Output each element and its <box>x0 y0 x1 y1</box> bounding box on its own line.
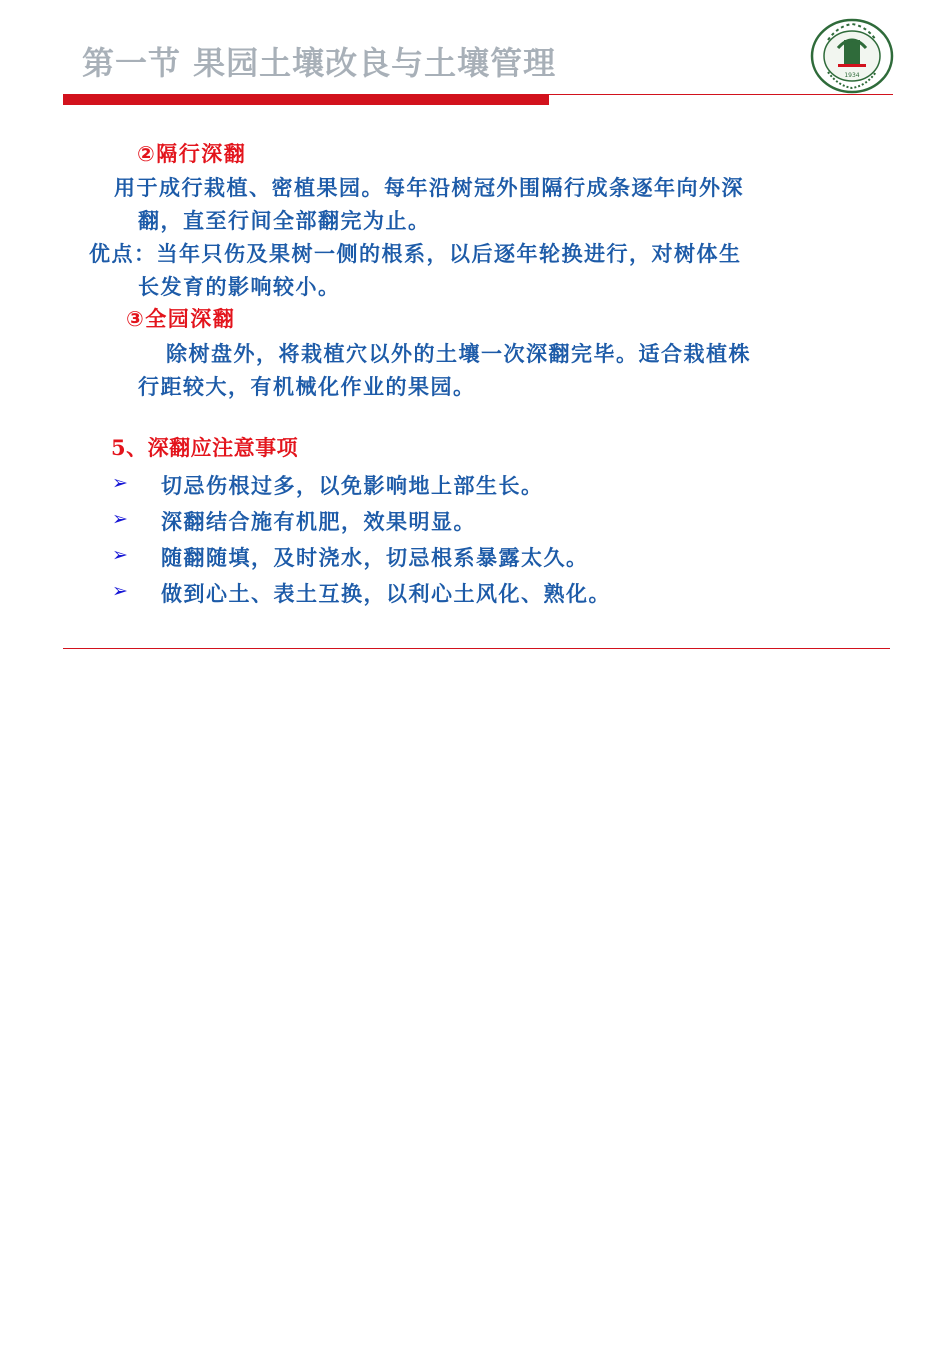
bullet-item: 做到心土、表土互换，以利心土风化、熟化。 <box>161 582 611 606</box>
section-2-line-1: 用于成行栽植、密植果园。每年沿树冠外围隔行成条逐年向外深 <box>114 176 744 200</box>
section-5-title: 5、深翻应注意事项 <box>111 435 299 460</box>
section-2-advantage-2: 长发育的影响较小。 <box>138 275 341 299</box>
bullet-item: 深翻结合施有机肥，效果明显。 <box>161 510 476 534</box>
bullet-item: 随翻随填，及时浇水，切忌根系暴露太久。 <box>161 546 589 570</box>
header-bar-thick <box>63 94 549 105</box>
page-title: 第一节 果园土壤改良与土壤管理 <box>82 44 557 82</box>
bullet-arrow-icon: ➢ <box>112 508 128 530</box>
section-3-line-1: 除树盘外，将栽植穴以外的土壤一次深翻完毕。适合栽植株 <box>166 342 751 366</box>
university-logo <box>808 18 896 94</box>
header-bar-thin <box>549 94 893 95</box>
section-3-line-2: 行距较大，有机械化作业的果园。 <box>138 375 476 399</box>
bottom-divider <box>63 648 890 649</box>
section-2-title: ②隔行深翻 <box>137 142 247 166</box>
section-3-title: ③全园深翻 <box>126 307 236 331</box>
logo-year: 1934 <box>844 72 860 79</box>
bullet-arrow-icon: ➢ <box>112 544 128 566</box>
bullet-item: 切忌伤根过多，以免影响地上部生长。 <box>161 474 544 498</box>
bullet-arrow-icon: ➢ <box>112 472 128 494</box>
section-2-advantage-1: 优点：当年只伤及果树一侧的根系，以后逐年轮换进行，对树体生 <box>89 242 742 266</box>
section-2-line-2: 翻，直至行间全部翻完为止。 <box>138 209 431 233</box>
bullet-arrow-icon: ➢ <box>112 580 128 602</box>
